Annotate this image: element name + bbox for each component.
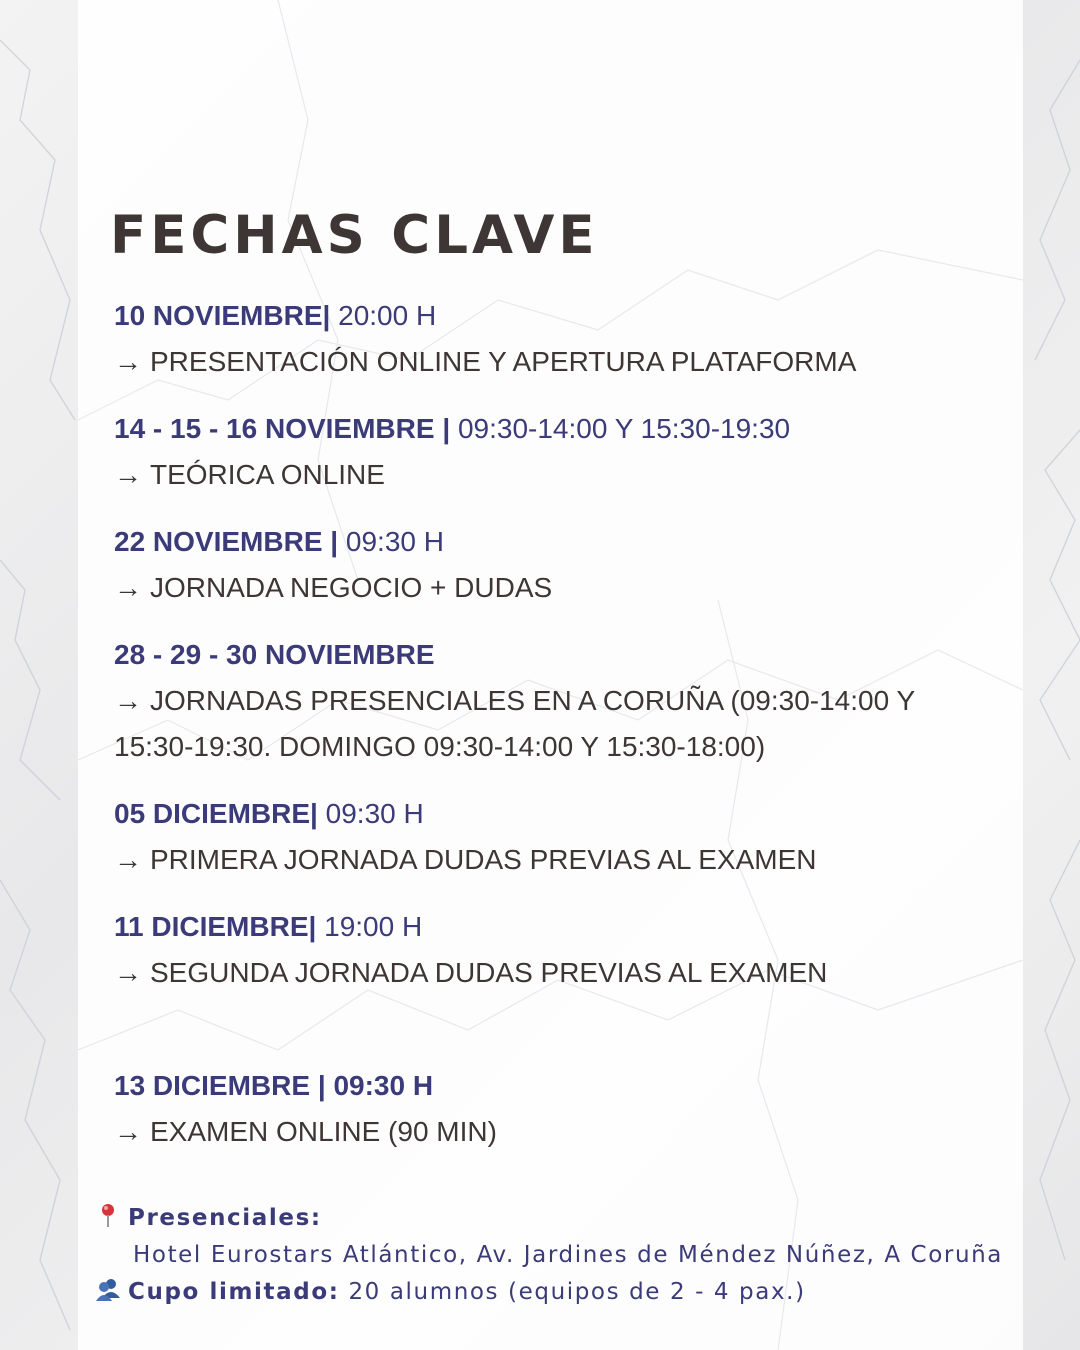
- entry-time: 20:00 H: [338, 300, 437, 331]
- entry-header: [114, 632, 944, 678]
- busts-icon: [96, 1276, 120, 1302]
- entry-date: 10 NOVIEMBRE|: [114, 300, 331, 331]
- entry-description-text: PRIMERA JORNADA DUDAS PREVIAS AL EXAMEN: [150, 844, 817, 875]
- entry-time: 09:30 H: [345, 526, 444, 557]
- entry-time: 09:30 H: [325, 798, 424, 829]
- venue-info: [96, 1200, 1003, 1311]
- entry-date: 05 DICIEMBRE|: [114, 798, 318, 829]
- entry-description-text: PRESENTACIÓN ONLINE Y APERTURA PLATAFORMA: [150, 346, 857, 377]
- schedule-entry: [114, 519, 944, 611]
- arrow-right-icon: →: [114, 685, 142, 716]
- entry-date: 22 NOVIEMBRE |: [114, 526, 339, 557]
- schedule-entry: [114, 1063, 944, 1155]
- entry-date: 13 DICIEMBRE |: [114, 1070, 326, 1101]
- cupo-value: 20 alumnos (equipos de 2 - 4 pax.): [348, 1279, 806, 1305]
- entry-description-text: EXAMEN ONLINE (90 MIN): [150, 1116, 497, 1147]
- round-pushpin-icon: [96, 1202, 120, 1228]
- entry-description: [114, 678, 944, 770]
- entry-description-text: JORNADAS PRESENCIALES EN A CORUÑA (09:30-14:00 Y 15:30-19:30. DOMINGO 09:30-14:00 Y 15:30-18:00): [114, 685, 915, 762]
- arrow-right-icon: →: [114, 346, 142, 377]
- page-title: FECHAS CLAVE: [110, 205, 599, 266]
- cupo-label: Cupo limitado:: [128, 1279, 340, 1305]
- arrow-right-icon: →: [114, 572, 142, 603]
- schedule-entry: [114, 904, 944, 996]
- entry-description-text: TEÓRICA ONLINE: [150, 459, 385, 490]
- entry-header: [114, 406, 944, 452]
- entry-description-text: JORNADA NEGOCIO + DUDAS: [150, 572, 553, 603]
- entry-time: 09:30-14:00 Y 15:30-19:30: [457, 413, 791, 444]
- presenciales-label: Presenciales:: [128, 1205, 322, 1231]
- entry-date: 14 - 15 - 16 NOVIEMBRE |: [114, 413, 451, 444]
- entry-header: [114, 1063, 944, 1109]
- schedule-entry: [114, 293, 944, 385]
- entry-header: [114, 904, 944, 950]
- entry-description: [114, 1109, 944, 1155]
- venue-address: Hotel Eurostars Atlántico, Av. Jardines de Méndez Núñez, A Coruña: [133, 1242, 1003, 1268]
- entry-description: [114, 565, 944, 611]
- schedule-entry: [114, 406, 944, 498]
- entry-header: [114, 519, 944, 565]
- entry-time: 19:00 H: [324, 911, 423, 942]
- schedule-entry: [114, 632, 944, 770]
- arrow-right-icon: →: [114, 459, 142, 490]
- cupo-line: [96, 1274, 996, 1311]
- entry-description: [114, 950, 944, 996]
- arrow-right-icon: →: [114, 957, 142, 988]
- entry-description: [114, 452, 944, 498]
- arrow-right-icon: →: [114, 1116, 142, 1147]
- entry-description: [114, 339, 944, 385]
- entry-description-text: SEGUNDA JORNADA DUDAS PREVIAS AL EXAMEN: [150, 957, 828, 988]
- arrow-right-icon: →: [114, 844, 142, 875]
- presenciales-line: [96, 1200, 996, 1237]
- entry-date: 28 - 29 - 30 NOVIEMBRE: [114, 639, 435, 670]
- entry-header: [114, 293, 944, 339]
- entry-description: [114, 837, 944, 883]
- entry-time: 09:30 H: [333, 1070, 434, 1101]
- schedule-entry: [114, 791, 944, 883]
- entry-header: [114, 791, 944, 837]
- entry-date: 11 DICIEMBRE|: [114, 911, 317, 942]
